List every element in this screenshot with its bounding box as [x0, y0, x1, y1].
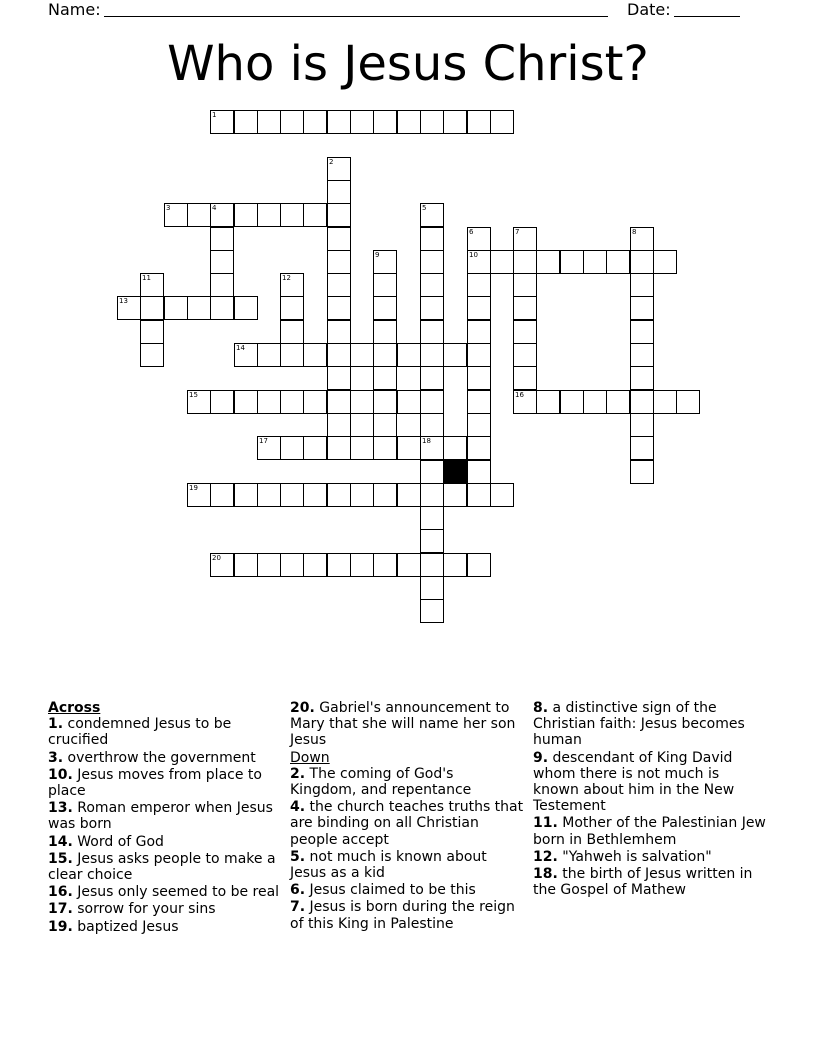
- clue-across-10: [48, 767, 282, 799]
- clue-number-label: 13: [119, 297, 128, 305]
- grid-cell[interactable]: [373, 553, 397, 577]
- grid-cell[interactable]: [280, 390, 304, 414]
- clue-number-label: 4: [212, 204, 217, 212]
- clue-across-16: [48, 884, 282, 900]
- grid-cell[interactable]: [140, 343, 164, 367]
- grid-cell[interactable]: [257, 203, 281, 227]
- grid-cell[interactable]: [490, 110, 514, 134]
- clues-column-3: [533, 700, 767, 899]
- clue-text: The coming of God's Kingdom, and repentance: [290, 765, 472, 799]
- grid-cell[interactable]: [513, 390, 537, 414]
- grid-cell[interactable]: [350, 553, 374, 577]
- clue-number-label: 1: [212, 111, 217, 119]
- grid-cell[interactable]: [303, 390, 327, 414]
- grid-cell[interactable]: [303, 203, 327, 227]
- clue-number: 15.: [48, 850, 73, 867]
- grid-cell[interactable]: [467, 273, 491, 297]
- grid-cell[interactable]: [420, 320, 444, 344]
- grid-cell[interactable]: [513, 273, 537, 297]
- grid-cell[interactable]: [303, 553, 327, 577]
- clue-number: 7.: [290, 899, 306, 916]
- grid-cell[interactable]: [420, 110, 444, 134]
- clue-text: Jesus asks people to make a clear choice: [48, 850, 276, 884]
- grid-cell[interactable]: [187, 296, 211, 320]
- grid-cell[interactable]: [257, 110, 281, 134]
- grid-cell[interactable]: [467, 250, 491, 274]
- grid-cell[interactable]: [420, 460, 444, 484]
- grid-cell[interactable]: [327, 343, 351, 367]
- clue-number-label: 15: [189, 391, 198, 399]
- clue-down-4: [290, 799, 524, 848]
- clue-text: descendant of King David whom there is not much is known about him in the New Testement: [533, 749, 735, 815]
- grid-cell[interactable]: [443, 483, 467, 507]
- grid-cell[interactable]: [140, 320, 164, 344]
- clue-number-label: 20: [212, 554, 221, 562]
- grid-cell[interactable]: [210, 250, 234, 274]
- grid-cell[interactable]: [397, 553, 421, 577]
- clue-number: 10.: [48, 766, 73, 783]
- grid-cell[interactable]: [443, 343, 467, 367]
- grid-cell[interactable]: [397, 110, 421, 134]
- clue-number-label: 5: [422, 204, 427, 212]
- black-square: [443, 460, 467, 484]
- grid-cell[interactable]: [513, 366, 537, 390]
- grid-cell[interactable]: [420, 366, 444, 390]
- grid-cell[interactable]: [420, 203, 444, 227]
- grid-cell[interactable]: [210, 203, 234, 227]
- grid-cell[interactable]: [210, 390, 234, 414]
- grid-cell[interactable]: [420, 576, 444, 600]
- grid-cell[interactable]: [280, 296, 304, 320]
- clue-down-12: [533, 849, 767, 865]
- clue-number: 14.: [48, 833, 73, 850]
- grid-cell[interactable]: [373, 436, 397, 460]
- clue-down-6: [290, 882, 524, 898]
- grid-cell[interactable]: [327, 203, 351, 227]
- grid-cell[interactable]: [350, 483, 374, 507]
- clue-across-20: [290, 700, 524, 749]
- grid-cell[interactable]: [303, 110, 327, 134]
- grid-cell[interactable]: [490, 483, 514, 507]
- grid-cell[interactable]: [373, 413, 397, 437]
- grid-cell[interactable]: [257, 390, 281, 414]
- name-label: Name:: [48, 0, 101, 19]
- clue-number-label: 12: [282, 274, 291, 282]
- clue-number: 13.: [48, 800, 73, 817]
- grid-cell[interactable]: [630, 250, 654, 274]
- grid-cell[interactable]: [373, 320, 397, 344]
- clue-number-label: 19: [189, 484, 198, 492]
- clue-across-13: [48, 800, 282, 832]
- clue-text: Jesus only seemed to be real: [72, 884, 280, 901]
- clue-number-label: 17: [259, 437, 268, 445]
- grid-cell[interactable]: [467, 390, 491, 414]
- clue-number: 12.: [533, 848, 558, 865]
- clue-text: sorrow for your sins: [72, 901, 216, 918]
- grid-cell[interactable]: [653, 390, 677, 414]
- grid-cell[interactable]: [327, 296, 351, 320]
- grid-cell[interactable]: [280, 483, 304, 507]
- grid-cell[interactable]: [210, 227, 234, 251]
- grid-cell[interactable]: [303, 436, 327, 460]
- clue-number: 17.: [48, 901, 73, 918]
- clue-down-2: [290, 766, 524, 798]
- grid-cell[interactable]: [164, 203, 188, 227]
- grid-cell[interactable]: [467, 436, 491, 460]
- clue-text: Roman emperor when Jesus was born: [48, 800, 273, 833]
- grid-cell[interactable]: [187, 483, 211, 507]
- grid-cell[interactable]: [280, 343, 304, 367]
- grid-cell[interactable]: [536, 250, 560, 274]
- clue-number: 2.: [290, 765, 306, 782]
- clue-down-7: [290, 899, 524, 931]
- grid-cell[interactable]: [420, 227, 444, 251]
- grid-cell[interactable]: [327, 553, 351, 577]
- grid-cell[interactable]: [373, 273, 397, 297]
- clue-text: Jesus is born during the reign of this King in Palestine: [290, 899, 515, 932]
- grid-cell[interactable]: [373, 390, 397, 414]
- clue-text: "Yahweh is salvation": [557, 848, 712, 865]
- grid-cell[interactable]: [257, 553, 281, 577]
- clue-number: 16.: [48, 884, 73, 901]
- grid-cell[interactable]: [327, 483, 351, 507]
- clue-text: not much is known about Jesus as a kid: [290, 848, 487, 882]
- grid-cell[interactable]: [583, 390, 607, 414]
- clue-number-label: 3: [166, 204, 171, 212]
- across-heading: Across: [48, 700, 101, 716]
- grid-cell[interactable]: [630, 320, 654, 344]
- clue-across-17: [48, 901, 282, 917]
- clue-text: Gabriel's announcement to Mary that she will name her son Jesus: [290, 700, 516, 749]
- grid-cell[interactable]: [513, 296, 537, 320]
- grid-cell[interactable]: [350, 343, 374, 367]
- grid-cell[interactable]: [117, 296, 141, 320]
- grid-cell[interactable]: [467, 110, 491, 134]
- clue-text: the church teaches truths that are binding on all Christian people accept: [290, 799, 524, 848]
- clue-number: 9.: [533, 749, 549, 766]
- clue-text: Jesus moves from place to place: [48, 766, 262, 800]
- grid-cell[interactable]: [234, 110, 258, 134]
- clue-number-label: 7: [515, 228, 520, 236]
- grid-cell[interactable]: [280, 320, 304, 344]
- clue-across-19: [48, 919, 282, 935]
- grid-cell[interactable]: [140, 273, 164, 297]
- clue-number-label: 10: [469, 251, 478, 259]
- grid-cell[interactable]: [234, 390, 258, 414]
- grid-cell[interactable]: [467, 227, 491, 251]
- grid-cell[interactable]: [420, 390, 444, 414]
- grid-cell[interactable]: [303, 343, 327, 367]
- clue-text: condemned Jesus to be crucified: [48, 716, 232, 749]
- clue-down-8: [533, 700, 767, 749]
- clue-down-5: [290, 849, 524, 881]
- grid-cell[interactable]: [630, 343, 654, 367]
- grid-cell[interactable]: [420, 436, 444, 460]
- grid-cell[interactable]: [490, 250, 514, 274]
- clue-down-11: [533, 815, 767, 847]
- grid-cell[interactable]: [560, 390, 584, 414]
- grid-cell[interactable]: [327, 157, 351, 181]
- clue-down-9: [533, 750, 767, 815]
- grid-cell[interactable]: [280, 273, 304, 297]
- clue-number: 3.: [48, 749, 64, 766]
- grid-cell[interactable]: [303, 483, 327, 507]
- grid-cell[interactable]: [630, 296, 654, 320]
- grid-cell[interactable]: [560, 250, 584, 274]
- clue-across-14: [48, 834, 282, 850]
- clues-column-1: [48, 700, 282, 936]
- clue-text: overthrow the government: [63, 749, 256, 766]
- grid-cell[interactable]: [420, 250, 444, 274]
- grid-cell[interactable]: [467, 366, 491, 390]
- grid-cell[interactable]: [606, 250, 630, 274]
- clue-text: the birth of Jesus written in the Gospel of Mathew: [533, 866, 753, 899]
- clue-text: Word of God: [72, 833, 164, 850]
- grid-cell[interactable]: [327, 390, 351, 414]
- clue-number: 4.: [290, 799, 306, 816]
- clue-text: Jesus claimed to be this: [305, 882, 476, 899]
- grid-cell[interactable]: [420, 553, 444, 577]
- grid-cell[interactable]: [140, 296, 164, 320]
- grid-cell[interactable]: [630, 366, 654, 390]
- grid-cell[interactable]: [257, 436, 281, 460]
- grid-cell[interactable]: [630, 390, 654, 414]
- grid-cell[interactable]: [420, 413, 444, 437]
- clue-down-18: [533, 866, 767, 898]
- clue-number: 1.: [48, 716, 64, 733]
- clue-number-label: 8: [632, 228, 637, 236]
- grid-cell[interactable]: [257, 343, 281, 367]
- grid-cell[interactable]: [513, 320, 537, 344]
- grid-cell[interactable]: [420, 483, 444, 507]
- grid-cell[interactable]: [467, 413, 491, 437]
- grid-cell[interactable]: [467, 553, 491, 577]
- grid-cell[interactable]: [606, 390, 630, 414]
- grid-cell[interactable]: [420, 506, 444, 530]
- grid-cell[interactable]: [210, 110, 234, 134]
- grid-cell[interactable]: [443, 436, 467, 460]
- clue-across-1: [48, 716, 282, 748]
- grid-cell[interactable]: [373, 366, 397, 390]
- grid-cell[interactable]: [513, 227, 537, 251]
- grid-cell[interactable]: [327, 273, 351, 297]
- grid-cell[interactable]: [210, 273, 234, 297]
- grid-cell[interactable]: [210, 553, 234, 577]
- grid-cell[interactable]: [630, 436, 654, 460]
- grid-cell[interactable]: [420, 296, 444, 320]
- grid-cell[interactable]: [373, 483, 397, 507]
- grid-cell[interactable]: [234, 483, 258, 507]
- grid-cell[interactable]: [630, 227, 654, 251]
- grid-cell[interactable]: [350, 110, 374, 134]
- grid-cell[interactable]: [234, 553, 258, 577]
- clues-section: [0, 700, 816, 1000]
- page-title: Who is Jesus Christ?: [167, 36, 649, 92]
- clue-text: a distinctive sign of the Christian faith: Jesus becomes human: [533, 700, 745, 749]
- grid-cell[interactable]: [420, 599, 444, 623]
- grid-cell[interactable]: [327, 366, 351, 390]
- grid-cell[interactable]: [257, 483, 281, 507]
- clue-number: 19.: [48, 918, 73, 935]
- clue-across-15: [48, 851, 282, 883]
- grid-cell[interactable]: [467, 320, 491, 344]
- grid-cell[interactable]: [350, 390, 374, 414]
- grid-cell[interactable]: [513, 343, 537, 367]
- clue-number-label: 14: [236, 344, 245, 352]
- clue-number-label: 9: [375, 251, 380, 259]
- clue-text: baptized Jesus: [72, 918, 179, 935]
- clue-number-label: 2: [329, 158, 334, 166]
- grid-cell[interactable]: [373, 343, 397, 367]
- grid-cell[interactable]: [373, 296, 397, 320]
- clue-number-label: 6: [469, 228, 474, 236]
- grid-cell[interactable]: [327, 180, 351, 204]
- clue-number: 11.: [533, 815, 558, 832]
- grid-cell[interactable]: [536, 390, 560, 414]
- grid-cell[interactable]: [327, 436, 351, 460]
- grid-cell[interactable]: [234, 203, 258, 227]
- clue-number-label: 11: [142, 274, 151, 282]
- clue-number: 8.: [533, 700, 549, 716]
- grid-cell[interactable]: [467, 343, 491, 367]
- grid-cell[interactable]: [210, 483, 234, 507]
- grid-cell[interactable]: [420, 343, 444, 367]
- grid-cell[interactable]: [327, 250, 351, 274]
- grid-cell[interactable]: [630, 413, 654, 437]
- grid-cell[interactable]: [164, 296, 188, 320]
- clue-number: 6.: [290, 882, 306, 899]
- grid-cell[interactable]: [443, 553, 467, 577]
- clue-across-3: [48, 750, 282, 766]
- grid-cell[interactable]: [327, 413, 351, 437]
- down-heading: Down: [290, 749, 330, 766]
- clue-number: 18.: [533, 866, 558, 883]
- grid-cell[interactable]: [187, 390, 211, 414]
- grid-cell[interactable]: [467, 296, 491, 320]
- clue-number: 20.: [290, 700, 315, 716]
- grid-cell[interactable]: [630, 460, 654, 484]
- grid-cell[interactable]: [467, 460, 491, 484]
- grid-cell[interactable]: [420, 273, 444, 297]
- grid-cell[interactable]: [234, 296, 258, 320]
- grid-cell[interactable]: [467, 483, 491, 507]
- clues-column-2: [290, 700, 524, 933]
- grid-cell[interactable]: [653, 250, 677, 274]
- grid-cell[interactable]: [187, 203, 211, 227]
- grid-cell[interactable]: [420, 529, 444, 553]
- grid-cell[interactable]: [280, 203, 304, 227]
- grid-cell[interactable]: [443, 110, 467, 134]
- grid-cell[interactable]: [397, 390, 421, 414]
- grid-cell[interactable]: [397, 436, 421, 460]
- grid-cell[interactable]: [327, 320, 351, 344]
- clue-number: 5.: [290, 848, 306, 865]
- grid-cell[interactable]: [373, 110, 397, 134]
- clue-number-label: 18: [422, 437, 431, 445]
- grid-cell[interactable]: [397, 483, 421, 507]
- grid-cell[interactable]: [397, 343, 421, 367]
- grid-cell[interactable]: [630, 273, 654, 297]
- grid-cell[interactable]: [513, 250, 537, 274]
- grid-cell[interactable]: [676, 390, 700, 414]
- grid-cell[interactable]: [583, 250, 607, 274]
- grid-cell[interactable]: [350, 436, 374, 460]
- grid-cell[interactable]: [234, 343, 258, 367]
- clue-number-label: 16: [515, 391, 524, 399]
- date-label: Date:: [627, 0, 671, 19]
- grid-cell[interactable]: [373, 250, 397, 274]
- grid-cell[interactable]: [210, 296, 234, 320]
- grid-cell[interactable]: [280, 436, 304, 460]
- grid-cell[interactable]: [280, 553, 304, 577]
- grid-cell[interactable]: [280, 110, 304, 134]
- grid-cell[interactable]: [327, 227, 351, 251]
- clue-text: Mother of the Palestinian Jew born in Bethlemhem: [533, 815, 766, 848]
- grid-cell[interactable]: [327, 110, 351, 134]
